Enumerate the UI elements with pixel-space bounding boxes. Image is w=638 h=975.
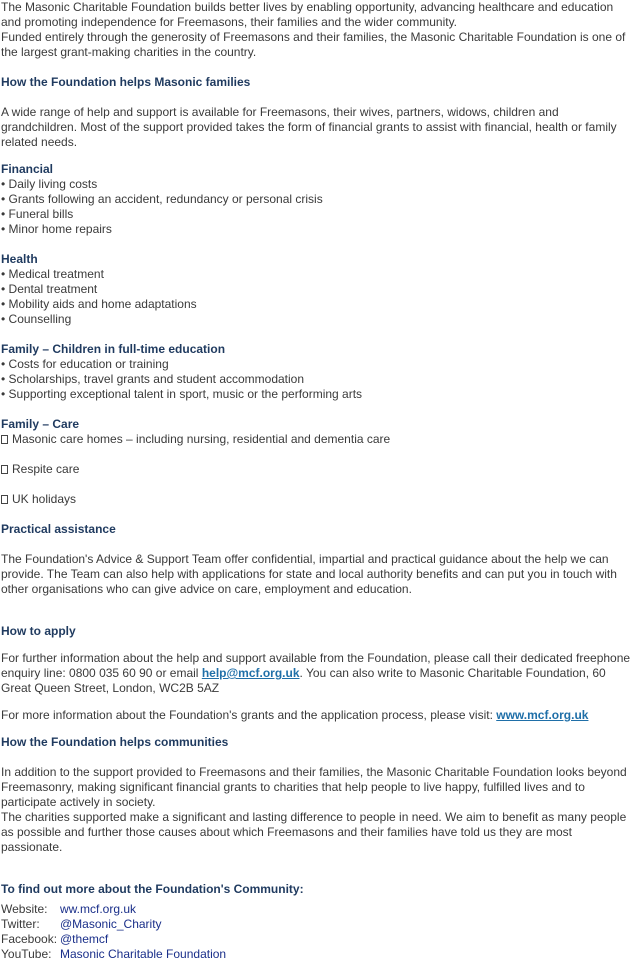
intro-paragraph-2: Funded entirely through the generosity of Freemasons and their families, the Masonic Charitable Foundation is one of the largest grant-making charities in the country. <box>1 30 626 59</box>
contact-row-twitter <box>1 917 226 932</box>
list-item: • Supporting exceptional talent in sport, music or the performing arts <box>1 387 363 401</box>
facebook-contact-link[interactable]: @themcf <box>60 932 109 946</box>
care-item-label: UK holidays <box>12 492 77 506</box>
children-section <box>1 342 362 402</box>
missing-glyph-icon <box>1 465 8 474</box>
website-contact-link[interactable]: ww.mcf.org.uk <box>60 902 137 916</box>
list-item: • Grants following an accident, redundancy or personal crisis <box>1 192 323 206</box>
practical-body: The Foundation's Advice & Support Team offer confidential, impartial and practical guidance about the help we can provide. The Team can also help with applications for state and local authority benefits and can put you in touch with other organisations who can give advice on care, employment and education. <box>1 552 617 596</box>
website-link[interactable]: www.mcf.org.uk <box>496 708 589 722</box>
list-item: • Minor home repairs <box>1 222 112 236</box>
care-section <box>1 417 79 432</box>
list-item: • Funeral bills <box>1 207 74 221</box>
list-item: • Mobility aids and home adaptations <box>1 297 197 311</box>
families-heading: How the Foundation helps Masonic families <box>1 75 251 89</box>
missing-glyph-icon <box>1 495 8 504</box>
communities-heading: How the Foundation helps communities <box>1 735 229 749</box>
apply-body-text: For further information about the help and support available from the Foundation, please call their dedicated freephone enquiry line: 0800 035 60 90 or email <box>1 651 631 680</box>
email-link[interactable]: help@mcf.org.uk <box>201 666 300 680</box>
financial-title: Financial <box>1 162 54 176</box>
apply-body-text: . You can also write to Masonic Charitable Foundation, 60 Great Queen Street, London, WC2B 5AZ <box>1 666 606 695</box>
list-item <box>1 462 79 477</box>
health-title: Health <box>1 252 38 266</box>
contact-label: Website: <box>1 902 48 916</box>
apply-more-text: For more information about the Foundation's grants and the application process, please visit: <box>1 708 497 722</box>
twitter-contact-link[interactable]: @Masonic_Charity <box>60 917 162 931</box>
apply-heading: How to apply <box>1 624 76 638</box>
list-item: • Dental treatment <box>1 282 98 296</box>
care-title: Family – Care <box>1 417 80 431</box>
contact-label: Facebook: <box>1 932 58 946</box>
list-item: • Medical treatment <box>1 267 104 281</box>
communities-paragraph-2: The charities supported make a significant and lasting difference to people in need. We aim to benefit as many people as possible and further those causes about which Freemasons and their families have told us they are most passionate. <box>1 810 627 854</box>
contact-list <box>1 902 226 962</box>
contact-label: YouTube: <box>1 947 52 961</box>
apply-more <box>1 708 635 723</box>
intro-paragraph-1: The Masonic Charitable Foundation builds better lives by enabling opportunity, advancing healthcare and education and promoting independence for Freemasons, their families and the wider community. <box>1 0 614 29</box>
contact-row-website <box>1 902 226 917</box>
list-item: • Costs for education or training <box>1 357 169 371</box>
contact-row-facebook <box>1 932 226 947</box>
contact-row-youtube <box>1 947 226 962</box>
list-item <box>1 432 390 447</box>
youtube-contact-link[interactable]: Masonic Charitable Foundation <box>60 947 227 961</box>
apply-body <box>1 651 635 696</box>
list-item <box>1 492 76 507</box>
care-item-label: Respite care <box>12 462 80 476</box>
list-item: • Scholarships, travel grants and student accommodation <box>1 372 305 386</box>
financial-section <box>1 162 323 237</box>
communities-paragraph-1: In addition to the support provided to Freemasons and their families, the Masonic Charitable Foundation looks beyond Freemasonry, making significant financial grants to charities that help people to live happy, fulfilled lives and to participate actively in society. <box>1 765 627 809</box>
health-section <box>1 252 197 327</box>
find-out-heading: To find out more about the Foundation's Community: <box>1 882 304 896</box>
care-item-label: Masonic care homes – including nursing, residential and dementia care <box>12 432 391 446</box>
missing-glyph-icon <box>1 435 8 444</box>
list-item: • Counselling <box>1 312 72 326</box>
children-title: Family – Children in full-time education <box>1 342 226 356</box>
list-item: • Daily living costs <box>1 177 98 191</box>
families-body: A wide range of help and support is available for Freemasons, their wives, partners, widows, children and grandchildren. Most of the support provided takes the form of financial grants to assist with financial, health or family related needs. <box>1 105 617 149</box>
practical-heading: Practical assistance <box>1 522 116 536</box>
contact-label: Twitter: <box>1 917 40 931</box>
